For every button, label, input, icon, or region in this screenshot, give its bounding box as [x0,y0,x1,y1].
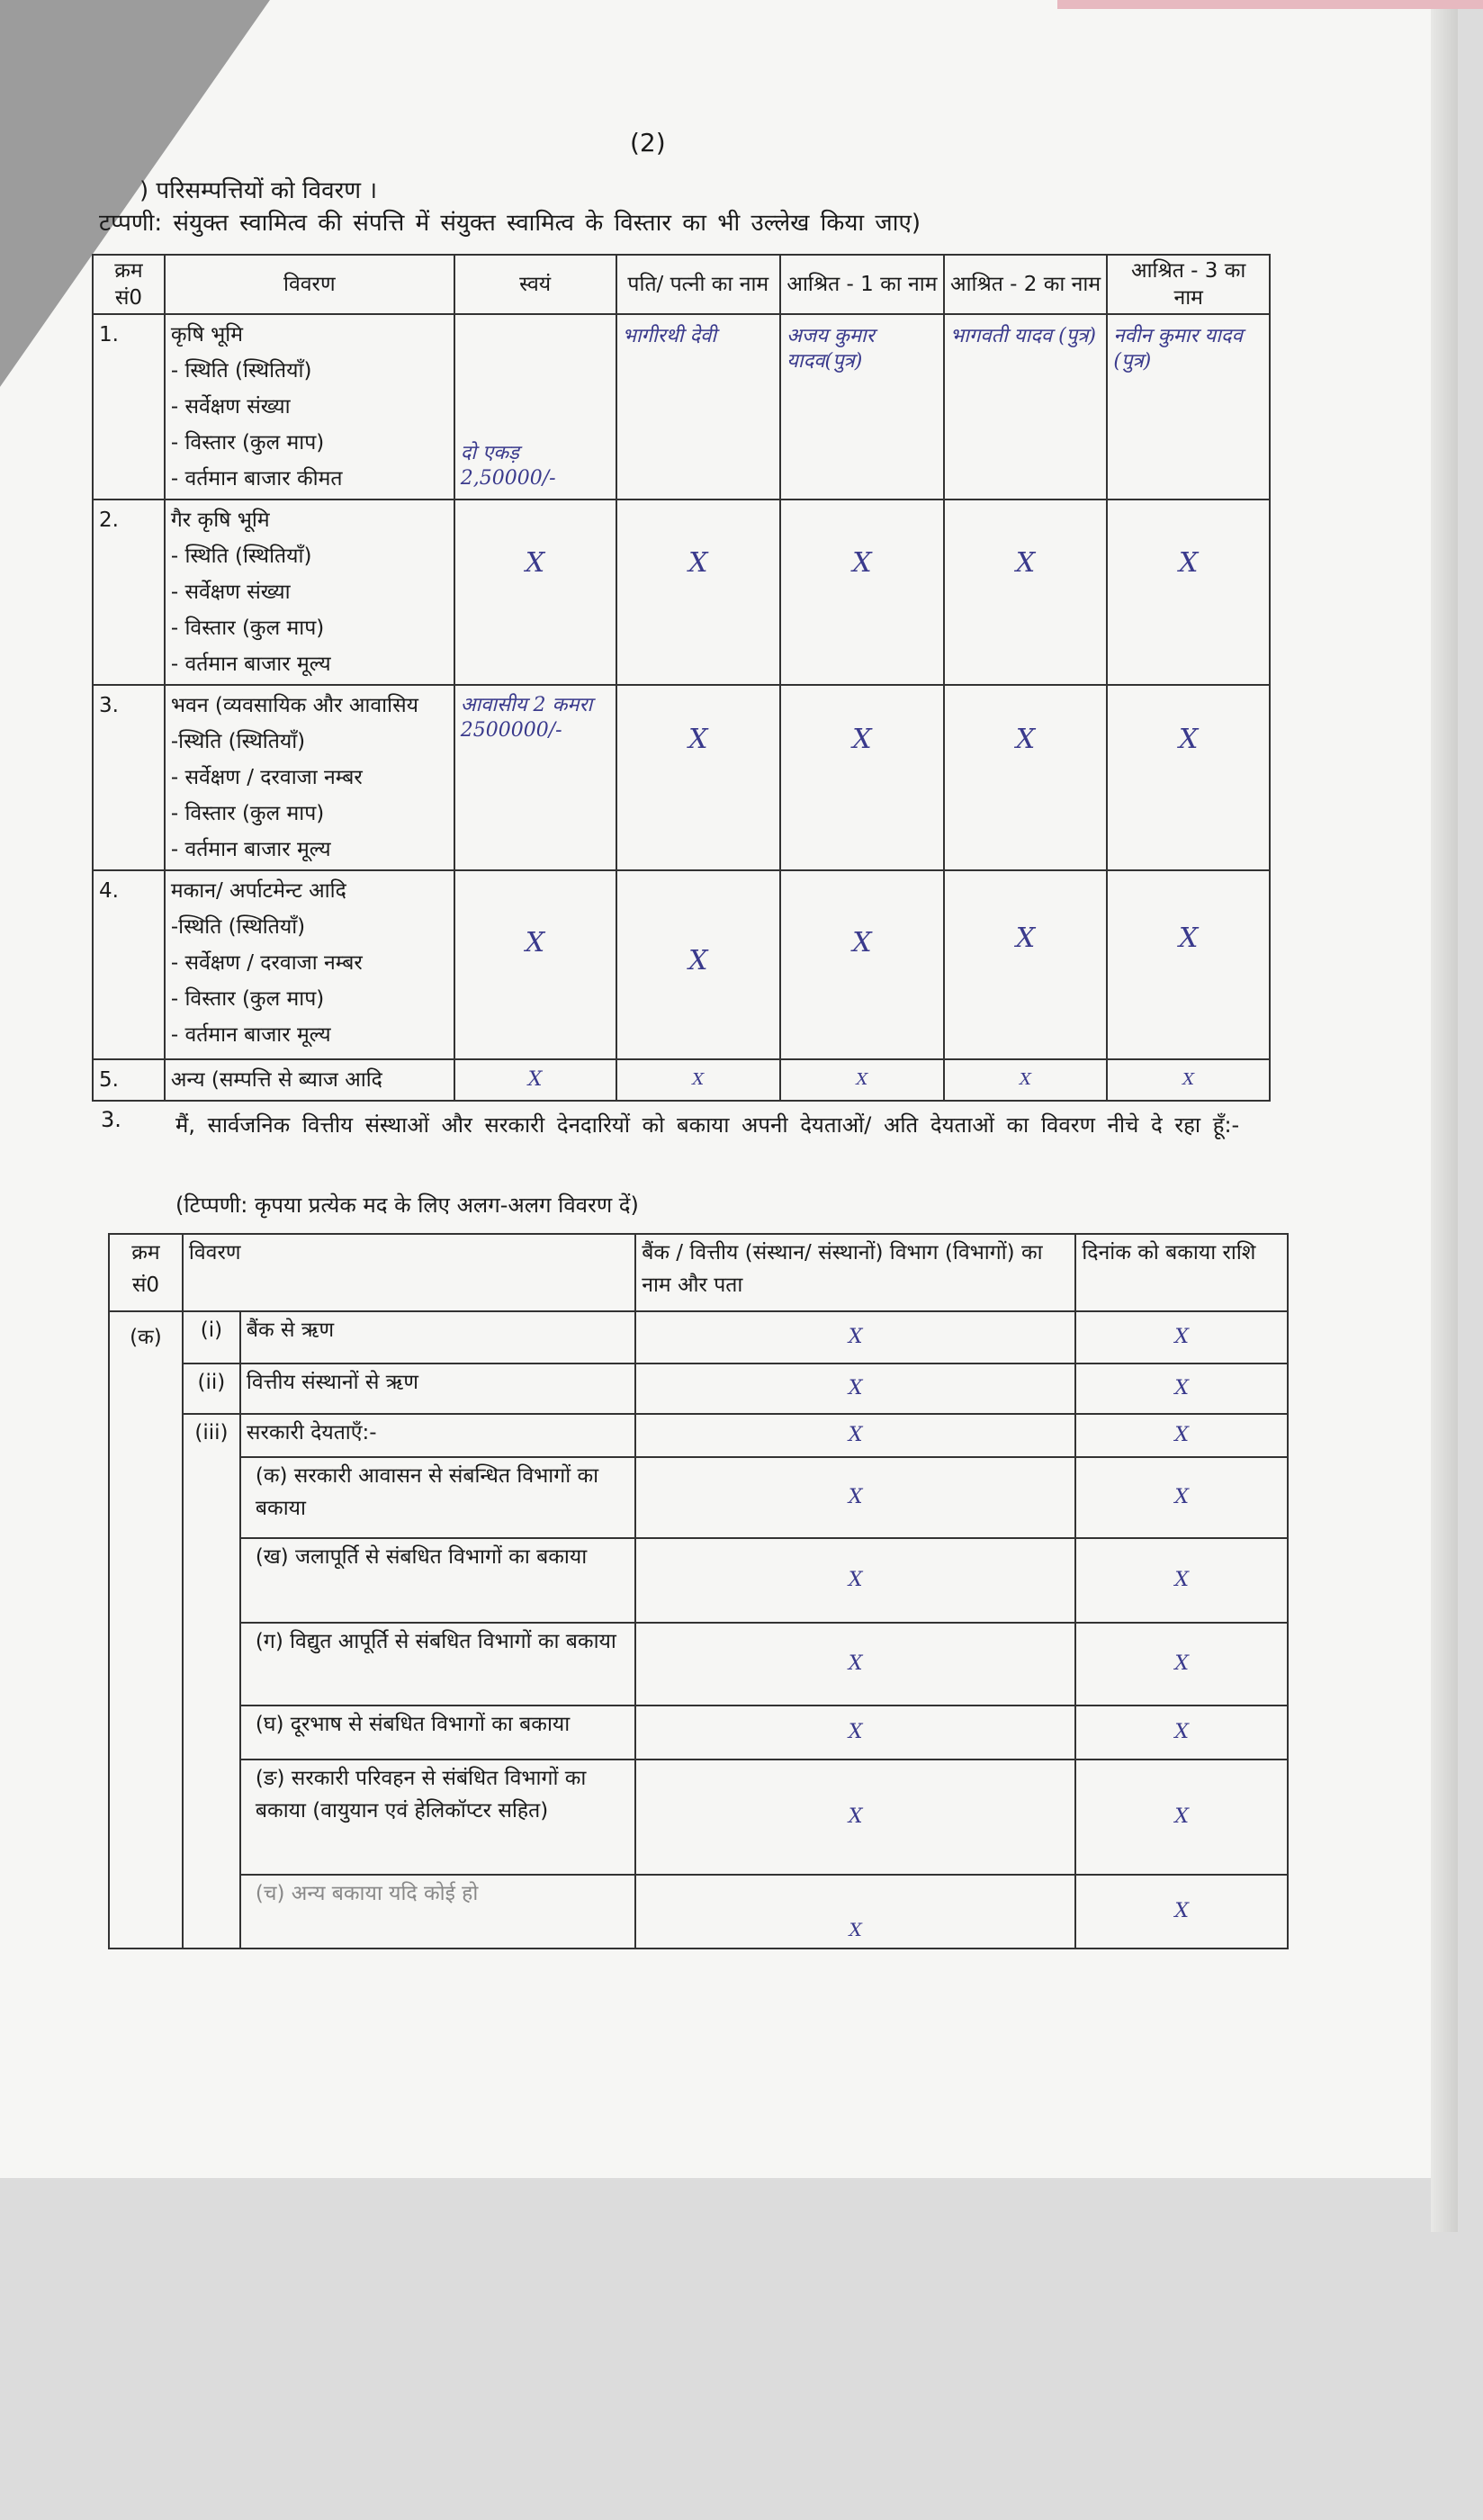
row-number: 2. [93,500,165,685]
table-row [109,1457,1288,1538]
spouse-value: X [616,870,781,1059]
row-label: (ङ) सरकारी परिवहन से संबंधित विभागों का बकाया (वायुयान एवं हेलिकॉप्टर सहित) [240,1760,635,1875]
col-header-bank: बैंक / वित्तीय (संस्थान/ संस्थानों) विभाग (विभागों) का नाम और पता [635,1234,1075,1311]
self-value: X [454,500,616,685]
col-header-serial: क्रम सं0 [109,1234,183,1311]
table-row [109,1311,1288,1364]
table-row [93,314,1270,500]
handwritten-text: अजय कुमार यादव(पुत्र) [786,325,875,373]
col-header-serial: क्रम सं0 [93,255,165,314]
desc-line: - सर्वेक्षण संख्या [170,580,291,604]
spouse-value: X [616,500,781,685]
section-heading: ) परिसम्पत्तियों को विवरण । [139,177,378,204]
desc-line: मकान/ अर्पाटमेन्ट आदि [170,879,346,903]
dependent-2-value: X [944,1059,1108,1101]
page-number: (2) [630,128,666,158]
dependent-2-value: X [944,500,1108,685]
col-header-amount: दिनांक को बकाया राशि [1075,1234,1288,1311]
row-label: बैंक से ऋण [240,1311,635,1364]
spouse-value: X [616,1059,781,1101]
table-row [109,1623,1288,1706]
col-header-dependent-3: आश्रित - 3 का नाम [1107,255,1270,314]
col-header-description: विवरण [183,1234,635,1311]
dependent-3-value: X [1107,685,1270,870]
desc-line: - विस्तार (कुल माप) [170,616,325,640]
desc-line: -स्थिति (स्थितियाँ) [170,915,306,939]
row-description [165,1059,454,1101]
handwritten-text: दो एकड़ 2,50000/- [460,442,556,490]
dependent-3-value: X [1107,500,1270,685]
dependent-2-value: X [944,870,1108,1059]
row-description [165,870,454,1059]
dependent-1-value: X [780,685,944,870]
section-3-number: 3. [101,1107,121,1132]
desc-line: - विस्तार (कुल माप) [170,802,325,825]
desc-line: - वर्तमान बाजार मूल्य [170,652,331,676]
bank-value: X [635,1875,1075,1948]
table-row [109,1875,1288,1948]
handwritten-text: नवीन कुमार यादव (पुत्र) [1113,325,1243,373]
dependent-1-value: X [780,870,944,1059]
row-label: (ख) जलापूर्ति से संबधित विभागों का बकाया [240,1538,635,1623]
page-top-strip [1057,0,1483,9]
liabilities-table-header [109,1234,1288,1311]
row-description [165,314,454,500]
row-label: वित्तीय संस्थानों से ऋण [240,1364,635,1414]
dependent-3-value: X [1107,870,1270,1059]
handwritten-text: आवासीय 2 कमरा 2500000/- [460,694,593,742]
spouse-value: X [616,685,781,870]
bank-value: X [635,1706,1075,1760]
col-header-dependent-1: आश्रित - 1 का नाम [780,255,944,314]
desc-line: - सर्वेक्षण / दरवाजा नम्बर [170,951,363,975]
assets-table [92,254,1271,1102]
table-row [109,1364,1288,1414]
amount-value: X [1075,1311,1288,1364]
amount-value: X [1075,1414,1288,1457]
desc-line: - वर्तमान बाजार मूल्य [170,838,331,861]
row-roman: (ii) [183,1364,240,1414]
dependent-2-value [944,314,1108,500]
row-label: (घ) दूरभाष से संबधित विभागों का बकाया [240,1706,635,1760]
bank-value: X [635,1364,1075,1414]
row-label: सरकारी देयताएँ:- [240,1414,635,1457]
dependent-3-value: X [1107,1059,1270,1101]
row-number: 5. [93,1059,165,1101]
desc-line: अन्य (सम्पत्ति से ब्याज आदि [170,1068,382,1092]
dependent-1-value: X [780,1059,944,1101]
col-header-spouse: पति/ पत्नी का नाम [616,255,781,314]
row-number: 4. [93,870,165,1059]
amount-value: X [1075,1457,1288,1538]
desc-line: गैर कृषि भूमि [170,508,270,532]
table-row [109,1538,1288,1623]
col-header-description: विवरण [165,255,454,314]
amount-value: X [1075,1364,1288,1414]
desc-line: कृषि भूमि [170,323,243,346]
desc-line: - विस्तार (कुल माप) [170,431,325,454]
desc-line: भवन (व्यवसायिक और आवासिय [170,694,418,717]
handwritten-text: भागवती यादव (पुत्र) [949,325,1096,347]
self-value: X [454,1059,616,1101]
desc-line: - सर्वेक्षण संख्या [170,395,291,418]
desc-line: -स्थिति (स्थितियाँ) [170,730,306,753]
table-row [93,870,1270,1059]
desc-line: - विस्तार (कुल माप) [170,987,325,1011]
section-note: टप्पणी: संयुक्त स्वामित्व की संपत्ति में संयुक्त स्वामित्व के विस्तार का भी उल्लेख किया जाए) [99,210,921,237]
row-number: 1. [93,314,165,500]
bank-value: X [635,1538,1075,1623]
self-value: X [454,870,616,1059]
table-row [109,1706,1288,1760]
dependent-1-value: X [780,500,944,685]
bank-value: X [635,1457,1075,1538]
desc-line: - स्थिति (स्थितियाँ) [170,544,312,568]
table-row [109,1760,1288,1875]
section-3-note: (टिप्पणी: कृपया प्रत्येक मद के लिए अलग-अलग विवरण दें) [175,1192,639,1218]
table-row [93,685,1270,870]
amount-value: X [1075,1875,1288,1948]
desc-line: - वर्तमान बाजार मूल्य [170,1023,331,1047]
row-roman: (iii) [183,1414,240,1948]
row-description [165,685,454,870]
amount-value: X [1075,1623,1288,1706]
group-label: (क) [109,1311,183,1948]
liabilities-table [108,1233,1289,1949]
desc-line: - वर्तमान बाजार कीमत [170,467,343,490]
bank-value: X [635,1311,1075,1364]
self-value [454,685,616,870]
dependent-2-value: X [944,685,1108,870]
amount-value: X [1075,1706,1288,1760]
desc-line: - सर्वेक्षण / दरवाजा नम्बर [170,766,363,789]
bank-value: X [635,1623,1075,1706]
row-number: 3. [93,685,165,870]
col-header-dependent-2: आश्रित - 2 का नाम [944,255,1108,314]
amount-value: X [1075,1760,1288,1875]
bank-value: X [635,1414,1075,1457]
handwritten-text: भागीरथी देवी [622,325,717,347]
table-row [93,500,1270,685]
dependent-3-value [1107,314,1270,500]
row-label: (ग) विद्युत आपूर्ति से संबधित विभागों का बकाया [240,1623,635,1706]
spouse-value [616,314,781,500]
self-value [454,314,616,500]
table-row [109,1414,1288,1457]
desc-line: - स्थिति (स्थितियाँ) [170,359,312,382]
row-label: (च) अन्य बकाया यदि कोई हो [240,1875,635,1948]
bank-value: X [635,1760,1075,1875]
row-roman: (i) [183,1311,240,1364]
row-description [165,500,454,685]
section-3-text: मैं, सार्वजनिक वित्तीय संस्थाओं और सरकारी देनदारियों को बकाया अपनी देयताओं/ अति देयताओं का विवरण नीचे दे रहा हूँ:- [175,1112,1240,1138]
table-row [93,1059,1270,1101]
stacked-pages-edge [1431,0,1458,2232]
row-label: (क) सरकारी आवासन से संबन्धित विभागों का बकाया [240,1457,635,1538]
assets-table-header [93,255,1270,314]
amount-value: X [1075,1538,1288,1623]
dependent-1-value [780,314,944,500]
col-header-self: स्वयं [454,255,616,314]
